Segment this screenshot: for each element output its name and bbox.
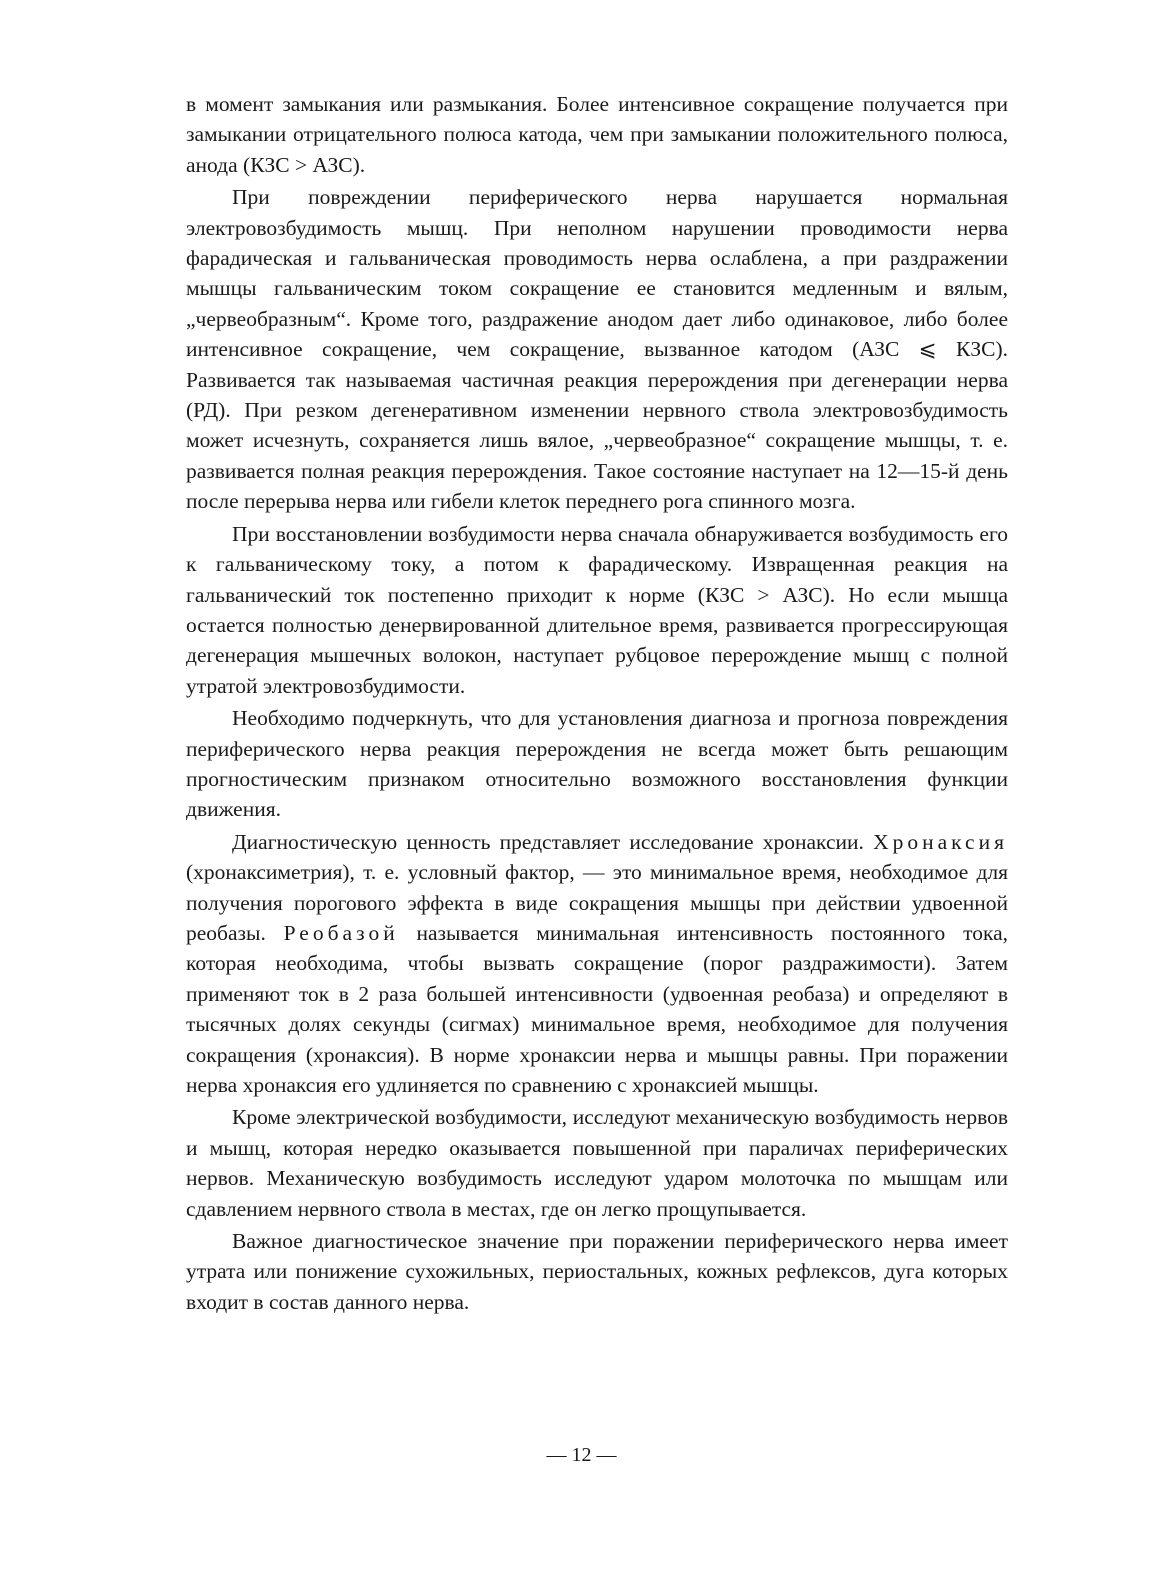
paragraph-5-mid: (хронаксиметрия), т. е. условный фактор, — это минимальное время, необходимое для получения порогового эффекта в виде сокращения мышцы при действии удвоенной реобазы. [186,860,1008,945]
paragraph-7: Важное диагностическое значение при поражении периферического нерва имеет утрата или понижение сухожильных, периостальных, кожных рефлексов, дуга которых входит в состав данного нерва. [186,1229,1008,1314]
paragraph-5-tail: называется минимальная интенсивность постоянного тока, которая необходима, чтобы вызвать сокращение (порог раздражимости). Затем применяют ток в 2 раза большей интенсивности (удвоенная реобаза) и определяют в тысячных долях секунды (сигмах) минимальное время, необходимое для получения сокращения (хронаксия). В норме хронаксии нерва и мышцы равны. При поражении нерва хронаксия его удлиняется по сравнению с хронаксией мышцы. [186,920,1008,1097]
paragraph-4: Необходимо подчеркнуть, что для установления диагноза и прогноза повреждения периферического нерва реакция перерождения не всегда может быть решающим прогностическим признаком относительно возможного восстановления функции движения. [186,706,1008,822]
paragraph-2: При повреждении периферического нерва нарушается нормальная электровозбудимость мышц. При неполном нарушении проводимости нерва фарадическая и гальваническая проводимость нерва ослаблена, а при раздражении мышцы гальваническим током сокращение ее становится медленным и вялым, „червеобразным“. Кроме того, раздражение анодом дает либо одинаковое, либо более интенсивное сокращение, чем сокращение, вызванное катодом (АЗС ⩽ КЗС). Развивается так называемая частичная реакция перерождения при дегенерации нерва (РД). При резком дегенеративном изменении нервного ствола электровозбудимость может исчезнуть, сохраняется лишь вялое, „червеобразное“ сокращение мышцы, т. е. развивается полная реакция перерождения. Такое состояние наступает на 12—15-й день после перерыва нерва или гибели клеток переднего рога спинного мозга. [186,185,1008,514]
paragraph-6: Кроме электрической возбудимости, исследуют механическую возбудимость нервов и мышц, которая нередко оказывается повышенной при параличах периферических нервов. Механическую возбудимость исследуют ударом молоточка по мышцам или сдавлением нервного ствола в местах, где он легко прощупывается. [186,1105,1008,1221]
term-chronaxia: Хронаксия [873,829,1008,854]
paragraph-5-lead: Диагностическую ценность представляет исследование хронаксии. [232,829,874,854]
body-text [186,89,1008,1319]
page-number: — 12 — [546,1444,617,1466]
paragraph-3: При восстановлении возбудимости нерва сначала обнаруживается возбудимость его к гальваническому току, а потом к фарадическому. Извращенная реакция на гальванический ток постепенно приходит к норме (КЗС > АЗС). Но если мышца остается полностью денервированной длительное время, развивается прогрессирующая дегенерация мышечных волокон, наступает рубцовое перерождение мышц с полной утратой электровозбудимости. [186,521,1008,698]
paragraph-5 [186,827,1008,1101]
paragraph-1: в момент замыкания или размыкания. Более интенсивное сокращение получается при замыкании отрицательного полюса катода, чем при замыкании положительного полюса, анода (КЗС > АЗС). [186,92,1008,177]
term-reobaza: Реобазой [283,920,399,945]
